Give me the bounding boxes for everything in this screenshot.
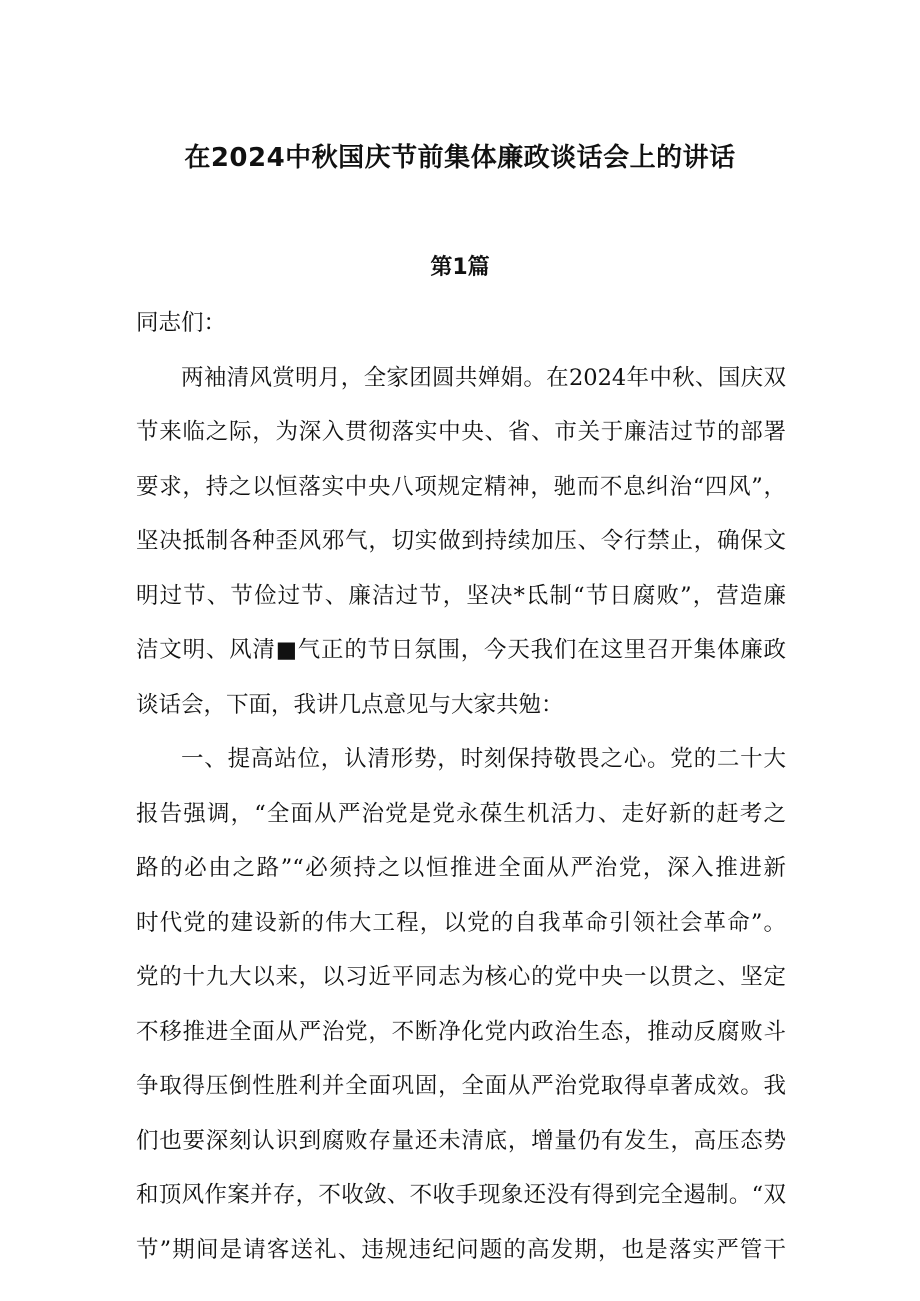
text-line: 洁文明、风清■气正的节日氛围，今天我们在这里召开集体廉政 <box>136 637 786 663</box>
text-line: 路的必由之路”“必须持之以恒推进全面从严治党，深入推进新 <box>136 855 786 881</box>
text-line: 报告强调，“全面从严治党是党永葆生机活力、走好新的赶考之 <box>136 800 786 827</box>
text-line: 节”期间是请客送礼、违规违纪问题的高发期，也是落实严管干 <box>136 1236 786 1263</box>
section-heading: 第1篇 <box>430 255 490 280</box>
text-line: 一、提高站位，认清形势，时刻保持敬畏之心。党的二十大 <box>181 746 786 772</box>
salutation-line: 同志们： <box>136 310 227 336</box>
body-text <box>136 296 786 1277</box>
text-line: 党的十九大以来，以习近平同志为核心的党中央一以贯之、坚定 <box>136 964 786 990</box>
document-title: 在2024中秋国庆节前集体廉政谈话会上的讲话 <box>184 143 736 173</box>
text-line: 坚决抵制各种歪风邪气，切实做到持续加压、令行禁止，确保文 <box>136 528 786 554</box>
text-line: 节来临之际，为深入贯彻落实中央、省、市关于廉洁过节的部署 <box>136 419 786 445</box>
text-line: 要求，持之以恒落实中央八项规定精神，驰而不息纠治“四风”， <box>136 473 786 500</box>
text-line: 谈话会，下面，我讲几点意见与大家共勉： <box>136 691 564 718</box>
text-line: 明过节、节俭过节、廉洁过节，坚决*氐制“节日腐败”，营造廉 <box>136 582 786 609</box>
text-line: 不移推进全面从严治党，不断净化党内政治生态，推动反腐败斗 <box>136 1018 786 1045</box>
text-line: 和顶风作案并存，不收敛、不收手现象还没有得到完全遏制。“双 <box>136 1182 786 1208</box>
text-line: 时代党的建设新的伟大工程，以党的自我革命引领社会革命”。 <box>136 909 786 936</box>
text-line: 争取得压倒性胜利并全面巩固，全面从严治党取得卓著成效。我 <box>136 1073 786 1099</box>
text-line: 们也要深刻认识到腐败存量还未清底，增量仍有发生，高压态势 <box>136 1127 786 1154</box>
text-line: 两袖清风赏明月，全家团圆共婵娟。在2024年中秋、国庆双 <box>181 364 786 391</box>
